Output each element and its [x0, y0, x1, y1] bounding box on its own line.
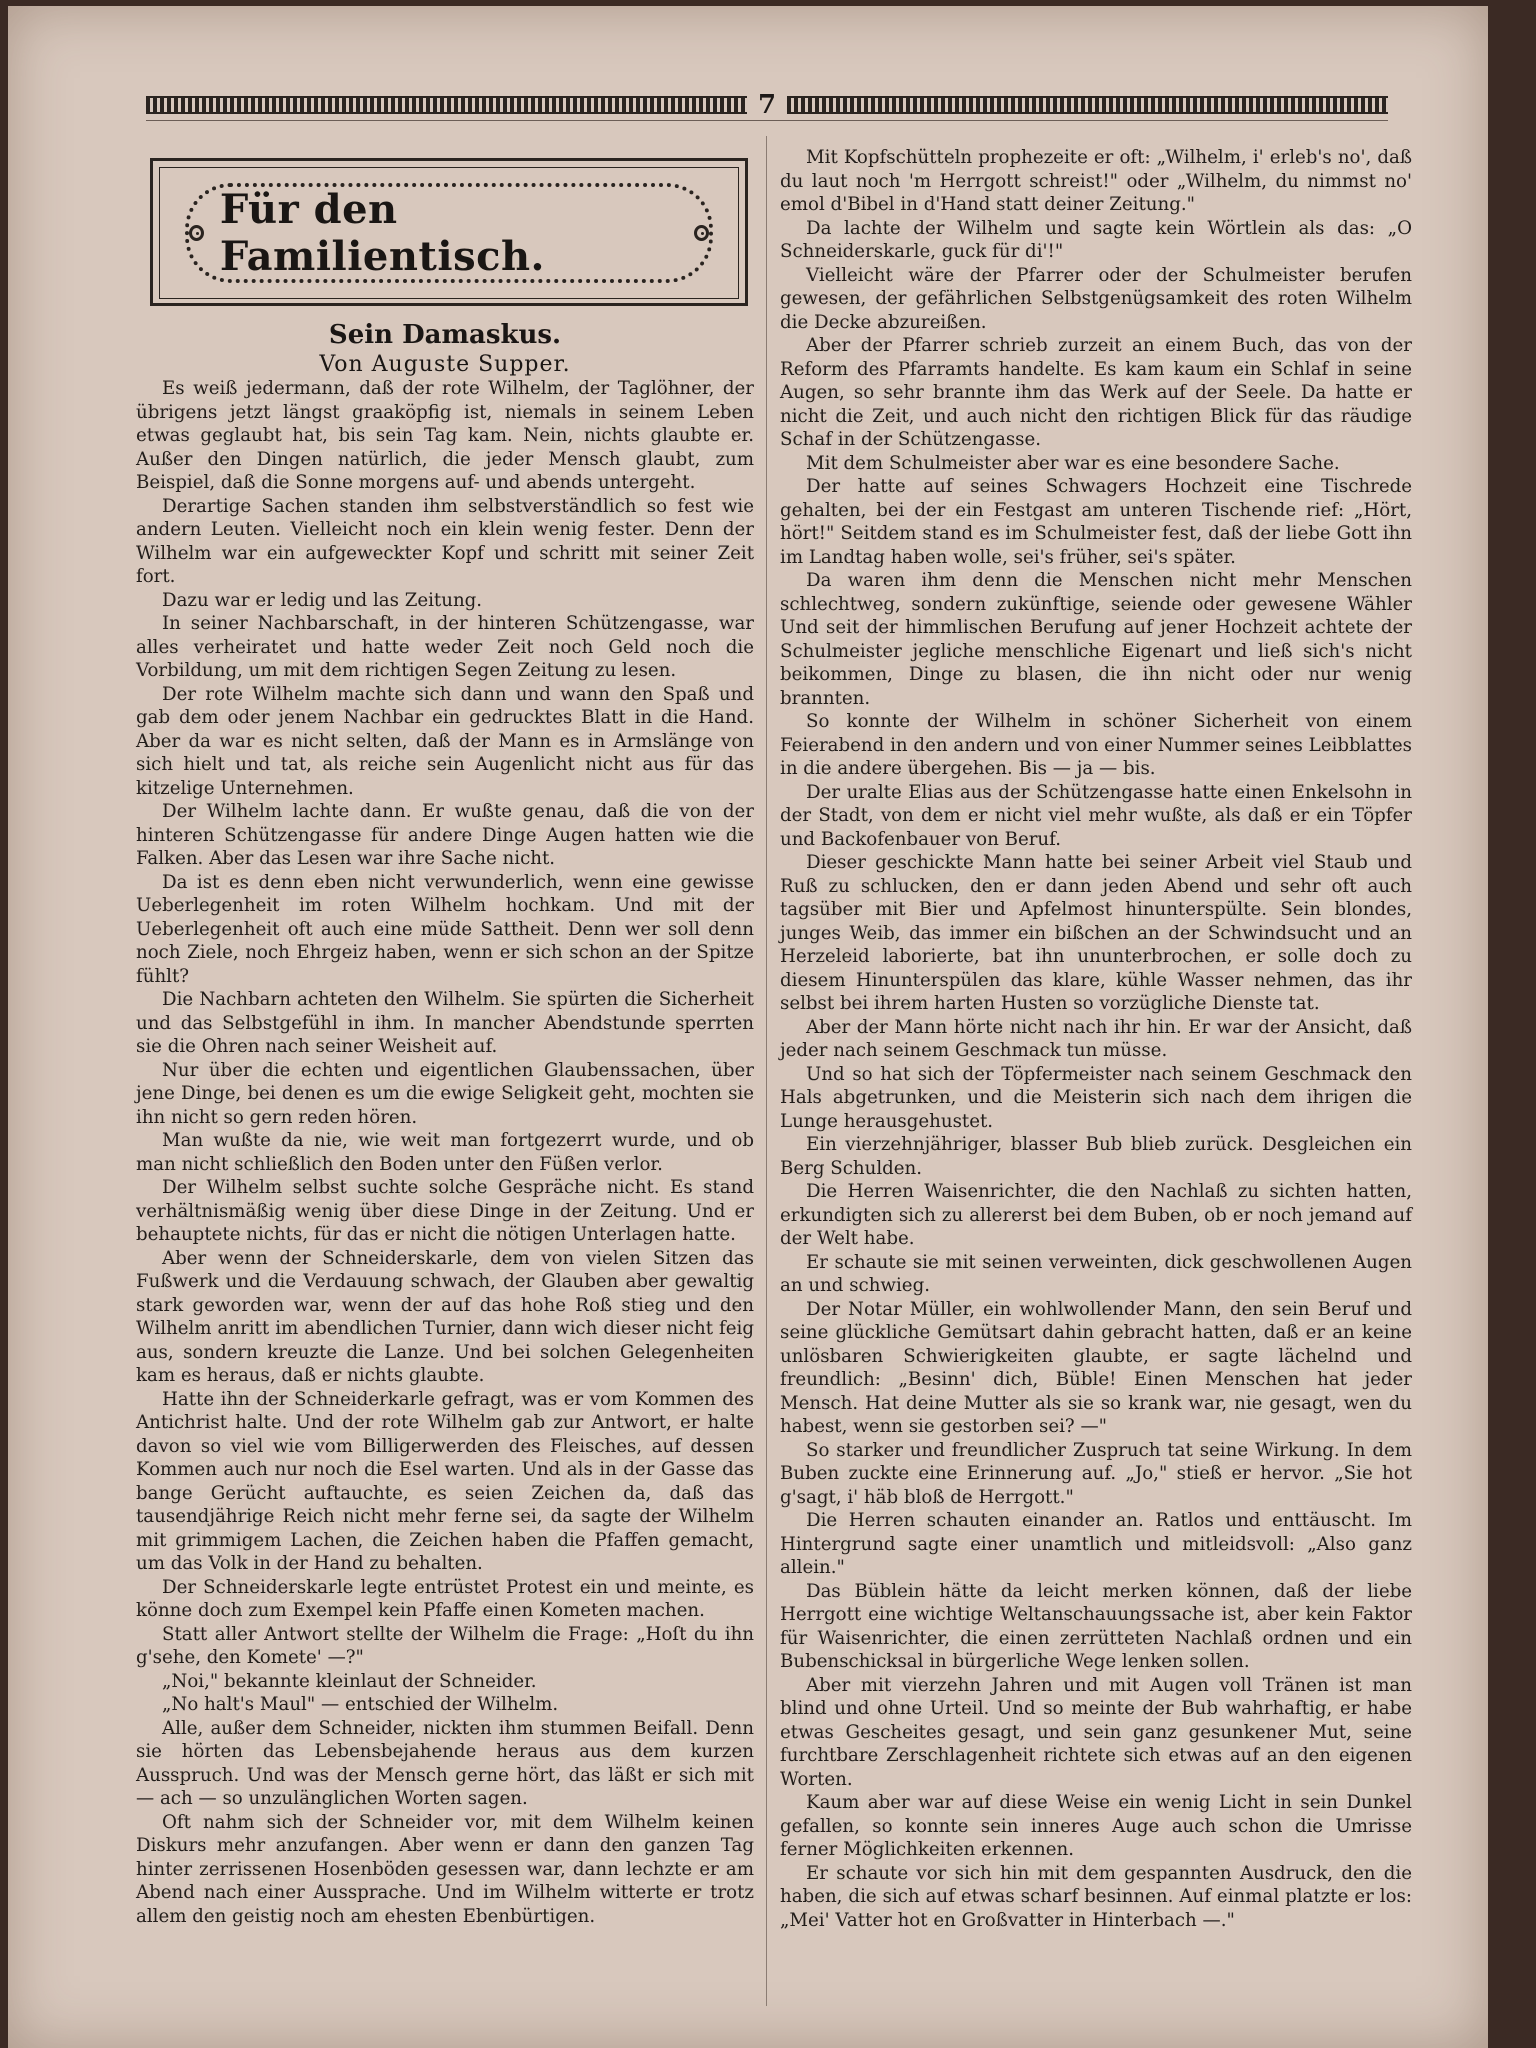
ornament-ring-icon	[694, 225, 709, 241]
story-byline: Von Auguste Supper.	[319, 352, 571, 377]
paragraph: Er schaute vor sich hin mit dem gespannten Ausdruck, den die haben, die sich auf etwas scharf besinnen. Auf einmal platzte er los: „Mei' Vatter hot en Großvatter in Hinterbach —."	[780, 1862, 1412, 1931]
paragraph: Aber der Pfarrer schrieb zurzeit an einem Buch, das von der Reform des Pfarramts handelte. Es kam kaum ein Schlaf in seine Augen, so sehr brannte ihm das Werk auf der Seele. Da hatte er nicht die Zeit, und auch nicht den richtigen Blick für das räudige Schaf in der Schützengasse.	[780, 335, 1412, 450]
paragraph: Ein vierzehnjähriger, blasser Bub blieb zurück. Desgleichen ein Berg Schulden.	[780, 1134, 1412, 1179]
story-title: Sein Damaskus.	[328, 320, 562, 350]
left-column	[136, 146, 754, 2006]
paragraph: Derartige Sachen standen ihm selbstverständlich so fest wie andern Leuten. Vielleicht noch ein klein wenig fester. Denn der Wilhelm war ein aufgeweckter Kopf und schritt mit seiner Zeit fort.	[136, 495, 754, 587]
paragraph: Hatte ihn der Schneiderkarle gefragt, was er vom Kommen des Antichrist halte. Und der rote Wilhelm gab zur Antwort, er halte davon so viel wie vom Billigerwerden des Fleisches, auf dessen Kommen auch nur noch die Esel warten. Und als in der Gasse das bange Gerücht auftauchte, es seien Zeichen da, daß das tausendjährige Reich nicht mehr ferne sei, da sagte der Wilhelm mit grimmigem Lachen, die Zeichen haben die Pfaffen gemacht, um das Volk in der Hand zu behalten.	[136, 1388, 754, 1574]
section-title-oval	[185, 183, 713, 283]
paragraph: „No halt's Maul" — entschied der Wilhelm.	[162, 1694, 559, 1715]
paragraph: Statt aller Antwort stellte der Wilhelm die Frage: „Hoſt du ihn g'sehe, den Komete' —?"	[136, 1623, 754, 1668]
paragraph: Oft nahm sich der Schneider vor, mit dem Wilhelm keinen Diskurs mehr anzufangen. Aber wenn er dann den ganzen Tag hinter zerrissenen Hosenböden gesessen war, dann lechzte er am Abend nach einer Aussprache. Und im Wilhelm witterte er trotz allem den geistig noch am ehesten Ebenbürtigen.	[136, 1811, 754, 1927]
paragraph: Aber der Mann hörte nicht nach ihr hin. Er war der Ansicht, daß jeder nach seinem Geschmack tun müsse.	[780, 1016, 1412, 1061]
paragraph: Die Herren Waisenrichter, die den Nachlaß zu sichten hatten, erkundigten sich zu allererst bei dem Buben, ob er noch jemand auf der Welt habe.	[780, 1181, 1412, 1249]
left-column-text	[136, 377, 754, 1928]
paragraph: Und so hat sich der Töpfermeister nach seinem Geschmack den Hals abgetrunken, und die Meisterin sich nach dem ihrigen die Lunge herausgehustet.	[780, 1063, 1412, 1132]
paragraph: Die Nachbarn achteten den Wilhelm. Sie spürten die Sicherheit und das Selbstgefühl in ihm. In mancher Abendstunde sperrten sie die Ohren nach seiner Weisheit auf.	[136, 989, 754, 1057]
paragraph: Der hatte auf seines Schwagers Hochzeit eine Tischrede gehalten, bei der ein Festgast am unteren Tischende rief: „Hört, hört!" Seitdem stand es im Schulmeister fest, daß der liebe Gott ihn im Landtag haben wolle, sei's früher, sei's später.	[780, 476, 1412, 568]
paragraph: Dieser geschickte Mann hatte bei seiner Arbeit viel Staub und Ruß zu schlucken, den er dann jeden Abend und sehr oft auch tagsüber mit Bier und Apfelmost hinunterspülte. Sein blondes, junges Weib, das immer ein bißchen an der Schwindsucht und an Herzeleid laborierte, bat ihn ununterbrochen, er solle doch zu diesem Hinunterspülen das klare, kühle Wasser nehmen, das ihr selbst bei ihrem harten Husten so vorzügliche Dienste tat.	[780, 852, 1412, 1014]
paragraph: Da lachte der Wilhelm und sagte kein Wörtlein als das: „O Schneiderskarle, guck für di'!"	[780, 217, 1412, 262]
paragraph: Man wußte da nie, wie weit man fortgezerrt wurde, und ob man nicht schließlich den Boden unter den Füßen verlor.	[136, 1130, 754, 1175]
page-header	[146, 90, 1388, 120]
paragraph: Kaum aber war auf diese Weise ein wenig Licht in sein Dunkel gefallen, so konnte sein inneres Auge auch schon die Umrisse ferner Möglichkeiten erkennen.	[780, 1792, 1412, 1860]
paragraph: Der Wilhelm selbst suchte solche Gespräche nicht. Es stand verhältnismäßig wenig über diese Dinge in der Zeitung. Und er behauptete nichts, für das er nicht die nötigen Unterlagen hatte.	[136, 1177, 754, 1245]
paragraph: Er schaute sie mit seinen verweinten, dick geschwollenen Augen an und schwieg.	[780, 1251, 1412, 1296]
section-title-box	[150, 158, 748, 306]
paragraph: „Noi," bekannte kleinlaut der Schneider.	[162, 1670, 537, 1692]
header-ornament-left	[146, 96, 747, 114]
paragraph: Nur über die echten und eigentlichen Glaubenssachen, über jene Dinge, bei denen es um die ewige Seligkeit geht, mochten sie ihn nicht so gern reden hören.	[136, 1059, 754, 1128]
paragraph: Mit dem Schulmeister aber war es eine besondere Sache.	[806, 452, 1340, 474]
paragraph: Vielleicht wäre der Pfarrer oder der Schulmeister berufen gewesen, der gefährlichen Selbstgenügsamkeit des roten Wilhelm die Decke abzureißen.	[780, 264, 1412, 333]
right-column	[780, 146, 1412, 2006]
paragraph: Es weiß jedermann, daß der rote Wilhelm, der Taglöhner, der übrigens jetzt längst graaköpfig ist, niemals in seinem Leben etwas geglaubt hat, bis sein Tag kam. Nein, nichts glaubte er. Außer den Dingen natürlich, die jeder Mensch glaubt, zum Beispiel, daß die Sonne morgens auf- und abends untergeht.	[136, 378, 754, 493]
header-ornament-right	[787, 96, 1388, 114]
ornament-ring-icon	[189, 225, 204, 241]
paragraph: Das Büblein hätte da leicht merken können, daß der liebe Herrgott eine wichtige Weltanschauungssache ist, aber kein Faktor für Waisenrichter, die einen zerrütteten Nachlaß ordnen und ein Bubenschicksal in bürgerliche Wege lenken sollen.	[780, 1580, 1412, 1672]
right-column-text	[780, 146, 1412, 1932]
paragraph: Mit Kopfschütteln prophezeite er oft: „Wilhelm, i' erleb's no', daß du laut noch 'm Herrgott schreist!" oder „Wilhelm, du nimmst no' emol d'Bibel in d'Hand statt deiner Zeitung."	[780, 147, 1412, 215]
page-number: 7	[757, 90, 777, 120]
paragraph: Da ist es denn eben nicht verwunderlich, wenn eine gewisse Ueberlegenheit im roten Wilhelm hochkam. Und mit der Ueberlegenheit oft auch eine müde Sattheit. Denn wer soll denn noch Ziele, noch Ehrgeiz haben, wenn er sich schon an der Spitze fühlt?	[136, 871, 754, 987]
paragraph: So starker und freundlicher Zuspruch tat seine Wirkung. In dem Buben zuckte eine Erinnerung auf. „Jo," stieß er hervor. „Sie hot g'sagt, i' häb bloß de Herrgott."	[780, 1439, 1412, 1508]
paragraph: So konnte der Wilhelm in schöner Sicherheit von einem Feierabend in den andern und von einer Nummer seines Leibblattes in die andere übergehen. Bis — ja — bis.	[780, 711, 1412, 779]
paragraph: Der rote Wilhelm machte sich dann und wann den Spaß und gab dem oder jenem Nachbar ein gedrucktes Blatt in die Hand. Aber da war es nicht selten, daß der Mann es in Armslänge von sich hielt und tat, als reiche sein Augenlicht nicht aus für das kitzelige Unternehmen.	[136, 683, 754, 799]
paragraph: Alle, außer dem Schneider, nickten ihm stummen Beifall. Denn sie hörten das Lebensbejahende heraus aus dem kurzen Ausspruch. Und was der Mensch gerne hört, das läßt er sich mit — ach — so unzulänglichen Worten sagen.	[136, 1717, 754, 1809]
paragraph: Dazu war er ledig und las Zeitung.	[162, 589, 483, 611]
paragraph: Der Wilhelm lachte dann. Er wußte genau, daß die von der hinteren Schützengasse für andere Dinge Augen hatten wie die Falken. Aber das Lesen war ihre Sache nicht.	[136, 801, 754, 869]
section-title: Für den Familientisch.	[219, 186, 545, 280]
paragraph: Der uralte Elias aus der Schützengasse hatte einen Enkelsohn in der Stadt, von dem er nicht viel mehr wußte, als daß er ein Töpfer und Backofenbauer von Beruf.	[780, 781, 1412, 850]
paragraph: Der Schneiderskarle legte entrüstet Protest ein und meinte, es könne doch zum Exempel kein Pfaffe einen Kometen machen.	[136, 1576, 754, 1621]
paragraph: Aber mit vierzehn Jahren und mit Augen voll Tränen ist man blind und ohne Urteil. Und so meinte der Bub wahrhaftig, er habe etwas Gescheites gesagt, und sein ganz gesunkener Mut, seine furchtbare Zerschlagenheit richtete sich etwas auf an den eigenen Worten.	[780, 1674, 1412, 1790]
newspaper-page	[8, 6, 1488, 2048]
header-rule	[146, 120, 1388, 121]
paragraph: Der Notar Müller, ein wohlwollender Mann, den sein Beruf und seine glückliche Gemütsart dahin gebracht hatten, daß er an keine unlösbaren Schwierigkeiten glaubte, er sagte lächelnd und freundlich: „Besinn' dich, Büble! Einen Menschen hat jeder Mensch. Hat deine Mutter als sie so krank war, nie gesagt, wen du habest, wenn sie gestorben sei? —"	[780, 1298, 1412, 1437]
column-divider	[766, 136, 767, 2006]
paragraph: In seiner Nachbarschaft, in der hinteren Schützengasse, war alles verheiratet und hatte weder Zeit noch Geld noch die Vorbildung, um mit dem richtigen Segen Zeitung zu lesen.	[136, 613, 754, 681]
paragraph: Die Herren schauten einander an. Ratlos und enttäuscht. Im Hintergrund sagte einer unamtlich und mitleidsvoll: „Also ganz allein."	[780, 1510, 1412, 1578]
paragraph: Aber wenn der Schneiderskarle, dem von vielen Sitzen das Fußwerk und die Verdauung schwach, der Glauben aber gewaltig stark geworden war, wenn der auf das hohe Roß stieg und den Wilhelm anritt im abendlichen Turnier, dann wich dieser nicht feig aus, sondern kreuzte die Lanze. Und bei solchen Gelegenheiten kam es heraus, daß er nichts glaubte.	[136, 1247, 754, 1386]
paragraph: Da waren ihm denn die Menschen nicht mehr Menschen schlechtweg, sondern zukünftige, seiende oder gewesene Wähler Und seit der himmlischen Berufung auf jener Hochzeit achtete der Schulmeister jegliche menschliche Eigenart und ließ sich's nicht beikommen, Dinge zu blasen, die ihn nicht oder nur wenig brannten.	[780, 570, 1412, 709]
